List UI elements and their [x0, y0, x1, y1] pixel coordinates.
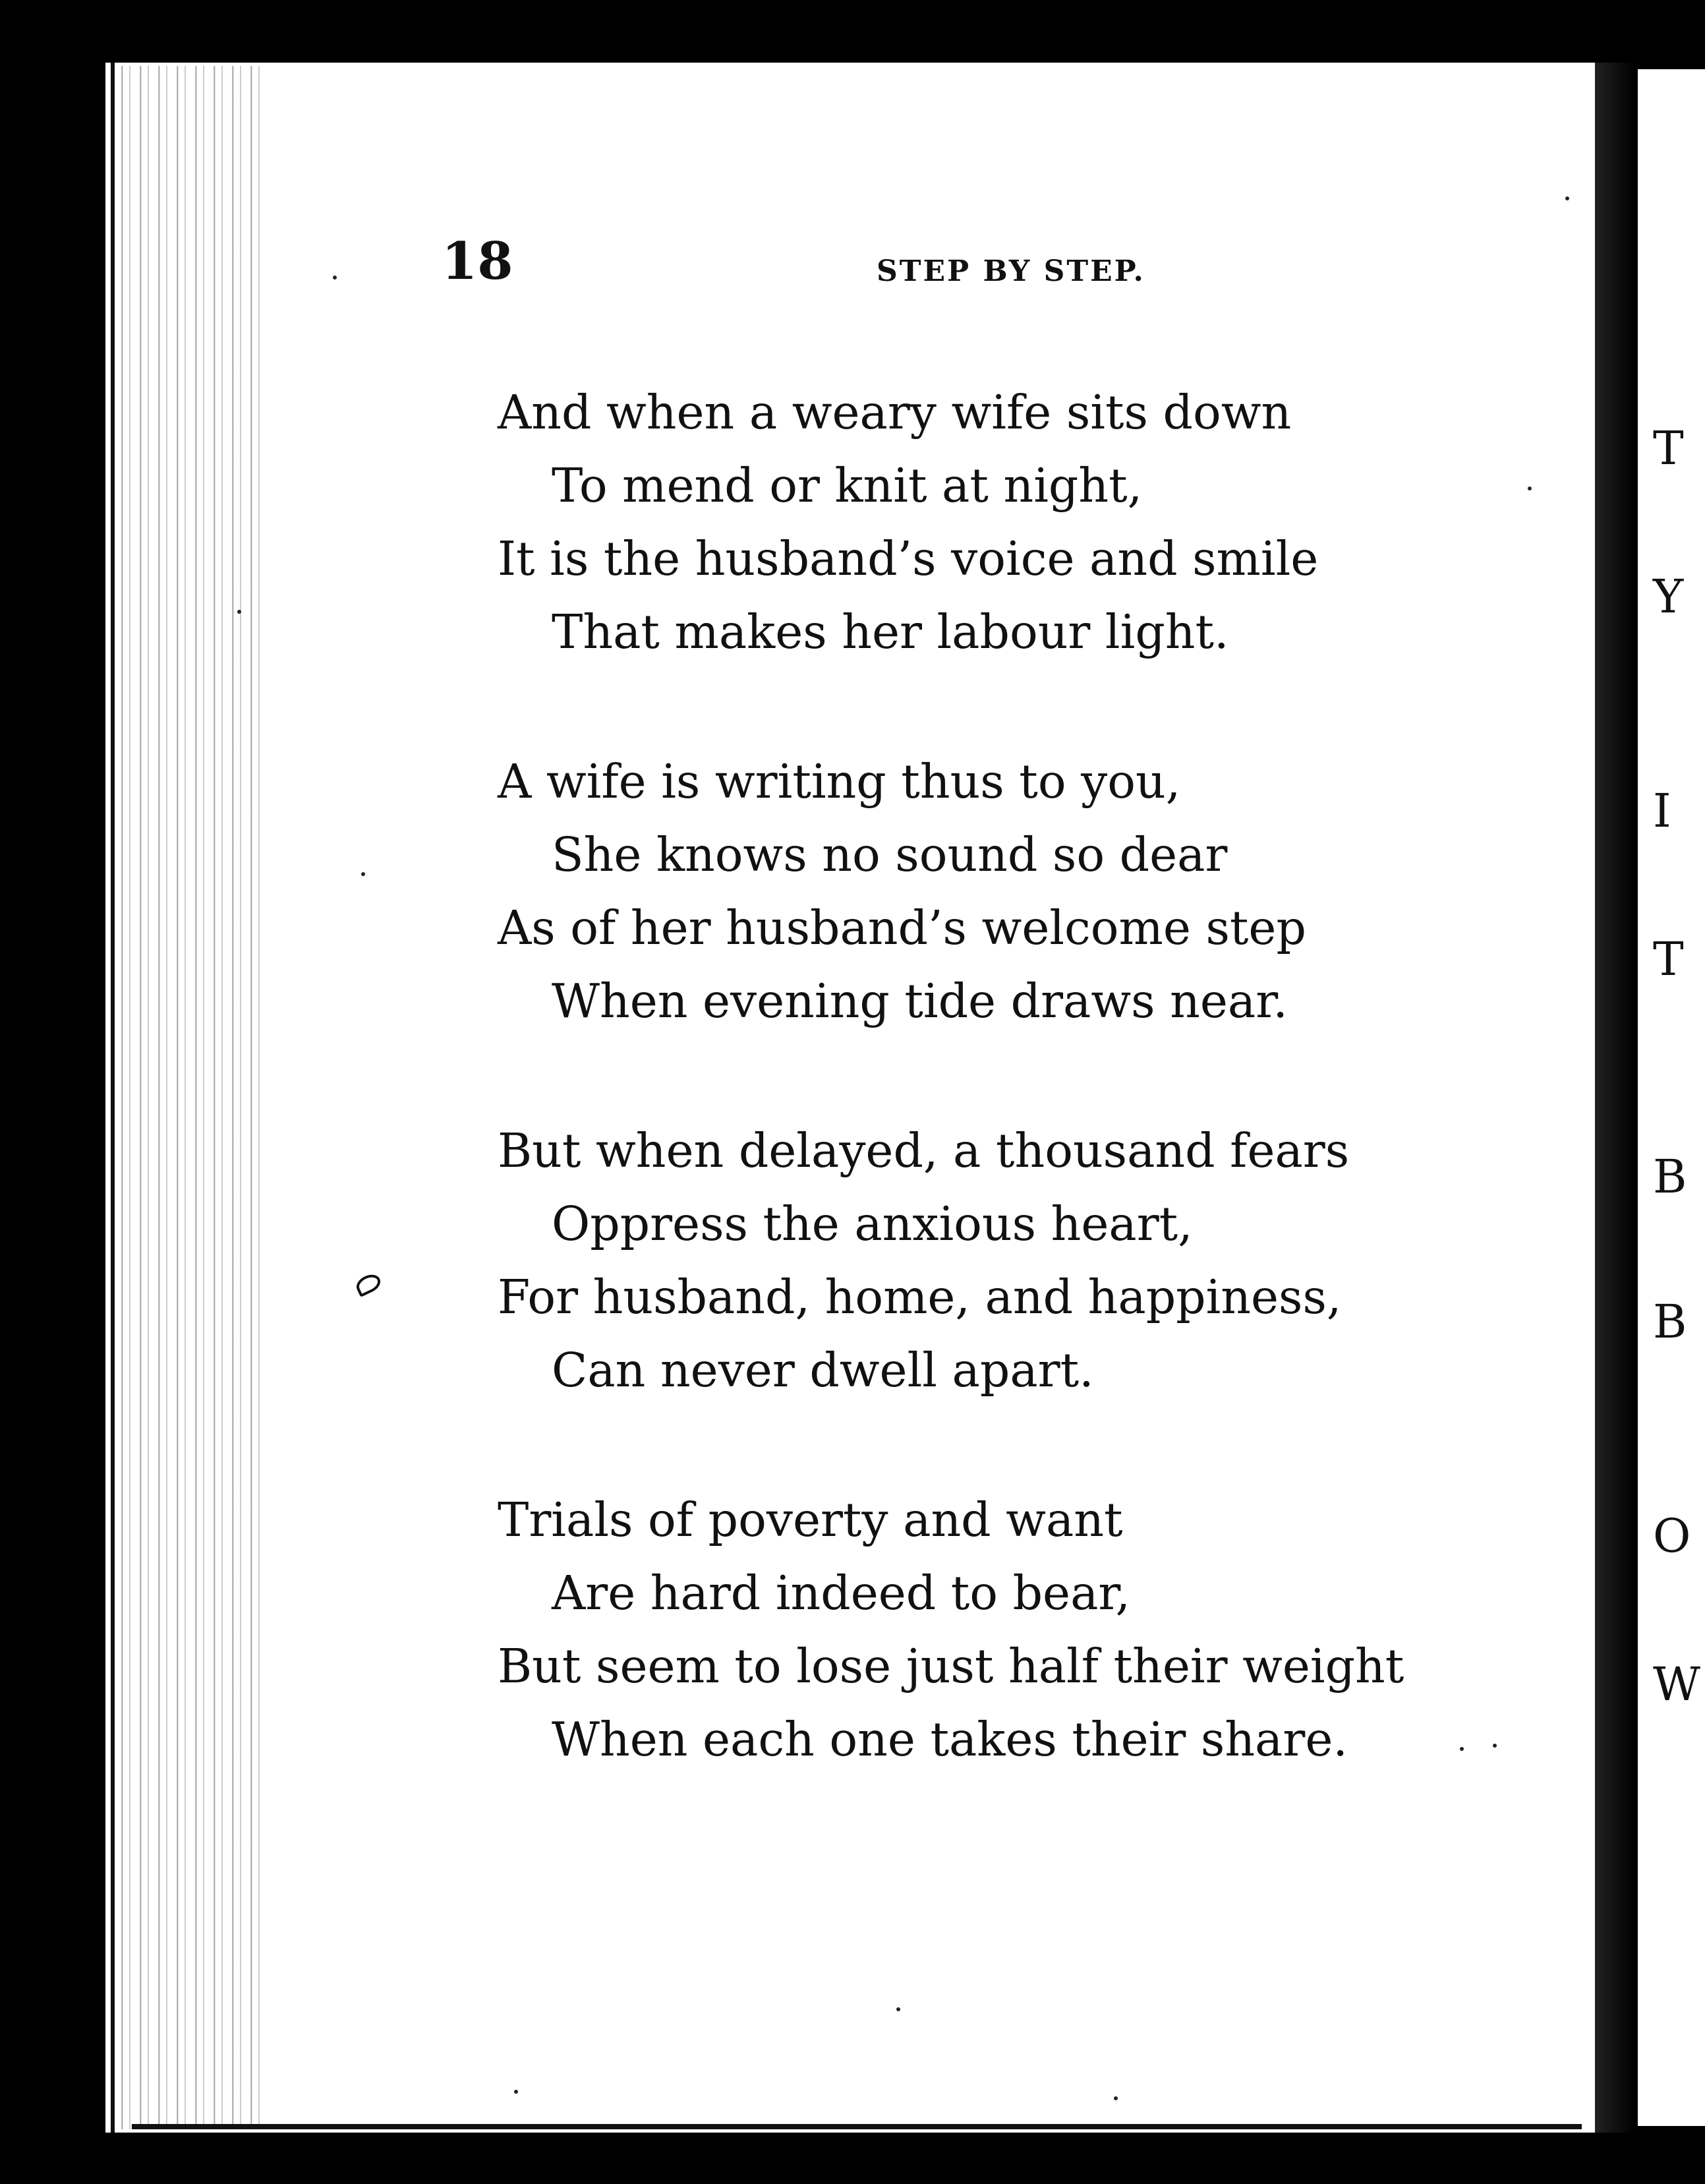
poem-line: That makes her labour light.	[552, 605, 1229, 659]
scan-speck	[896, 2007, 900, 2011]
poem-line: A wife is writing thus to you,	[498, 754, 1181, 809]
poem-line: But seem to lose just half their weight	[498, 1639, 1404, 1694]
scan-speck	[237, 610, 241, 614]
scan-speck	[1114, 2096, 1118, 2100]
book-spine-shadow	[1595, 63, 1634, 2133]
poem-line: Trials of poverty and want	[498, 1492, 1123, 1547]
poem-line: When evening tide draws near.	[552, 974, 1288, 1028]
next-page-letter: B	[1653, 1295, 1687, 1349]
scan-speck	[514, 2090, 518, 2094]
poem-line: And when a weary wife sits down	[498, 385, 1292, 440]
poem-line: For husband, home, and happiness,	[498, 1270, 1342, 1324]
poem-line: When each one takes their share.	[552, 1712, 1348, 1767]
poem-line: To mend or knit at night,	[552, 458, 1143, 513]
poem-line: Are hard indeed to bear,	[552, 1566, 1131, 1620]
next-page-letter: T	[1653, 932, 1684, 986]
stanza	[498, 1483, 1552, 1776]
next-page-letter: I	[1653, 784, 1671, 838]
scan-speck	[1493, 1744, 1497, 1748]
stanza	[498, 376, 1552, 668]
next-page-letter: Y	[1653, 570, 1684, 624]
poem-line: Can never dwell apart.	[552, 1343, 1094, 1398]
next-page-letter: B	[1653, 1150, 1687, 1204]
poem-line: It is the husband’s voice and smile	[498, 531, 1319, 586]
next-page-letter: T	[1653, 421, 1684, 475]
scan-speck	[1565, 196, 1569, 200]
page-number: 18	[442, 231, 513, 291]
stanza	[498, 1114, 1552, 1407]
poem	[498, 376, 1552, 1852]
scan-speck	[333, 276, 337, 280]
poem-line: But when delayed, a thousand fears	[498, 1123, 1350, 1178]
next-page-letter: W	[1653, 1657, 1700, 1711]
scan-speck	[1528, 487, 1532, 490]
binding-gutter	[112, 66, 264, 2129]
scan-speck	[361, 872, 365, 876]
next-page-letter: O	[1653, 1509, 1691, 1563]
stanza	[498, 745, 1552, 1038]
poem-line: As of her husband’s welcome step	[498, 900, 1306, 955]
poem-line: She knows no sound so dear	[552, 827, 1228, 882]
next-page-fragment	[1638, 69, 1705, 2126]
page-left-edge	[111, 63, 115, 2133]
scan-speck	[1460, 1747, 1464, 1751]
poem-line: Oppress the anxious heart,	[552, 1196, 1193, 1251]
running-head: STEP BY STEP.	[877, 254, 1145, 288]
page-bottom-edge	[132, 2124, 1582, 2129]
